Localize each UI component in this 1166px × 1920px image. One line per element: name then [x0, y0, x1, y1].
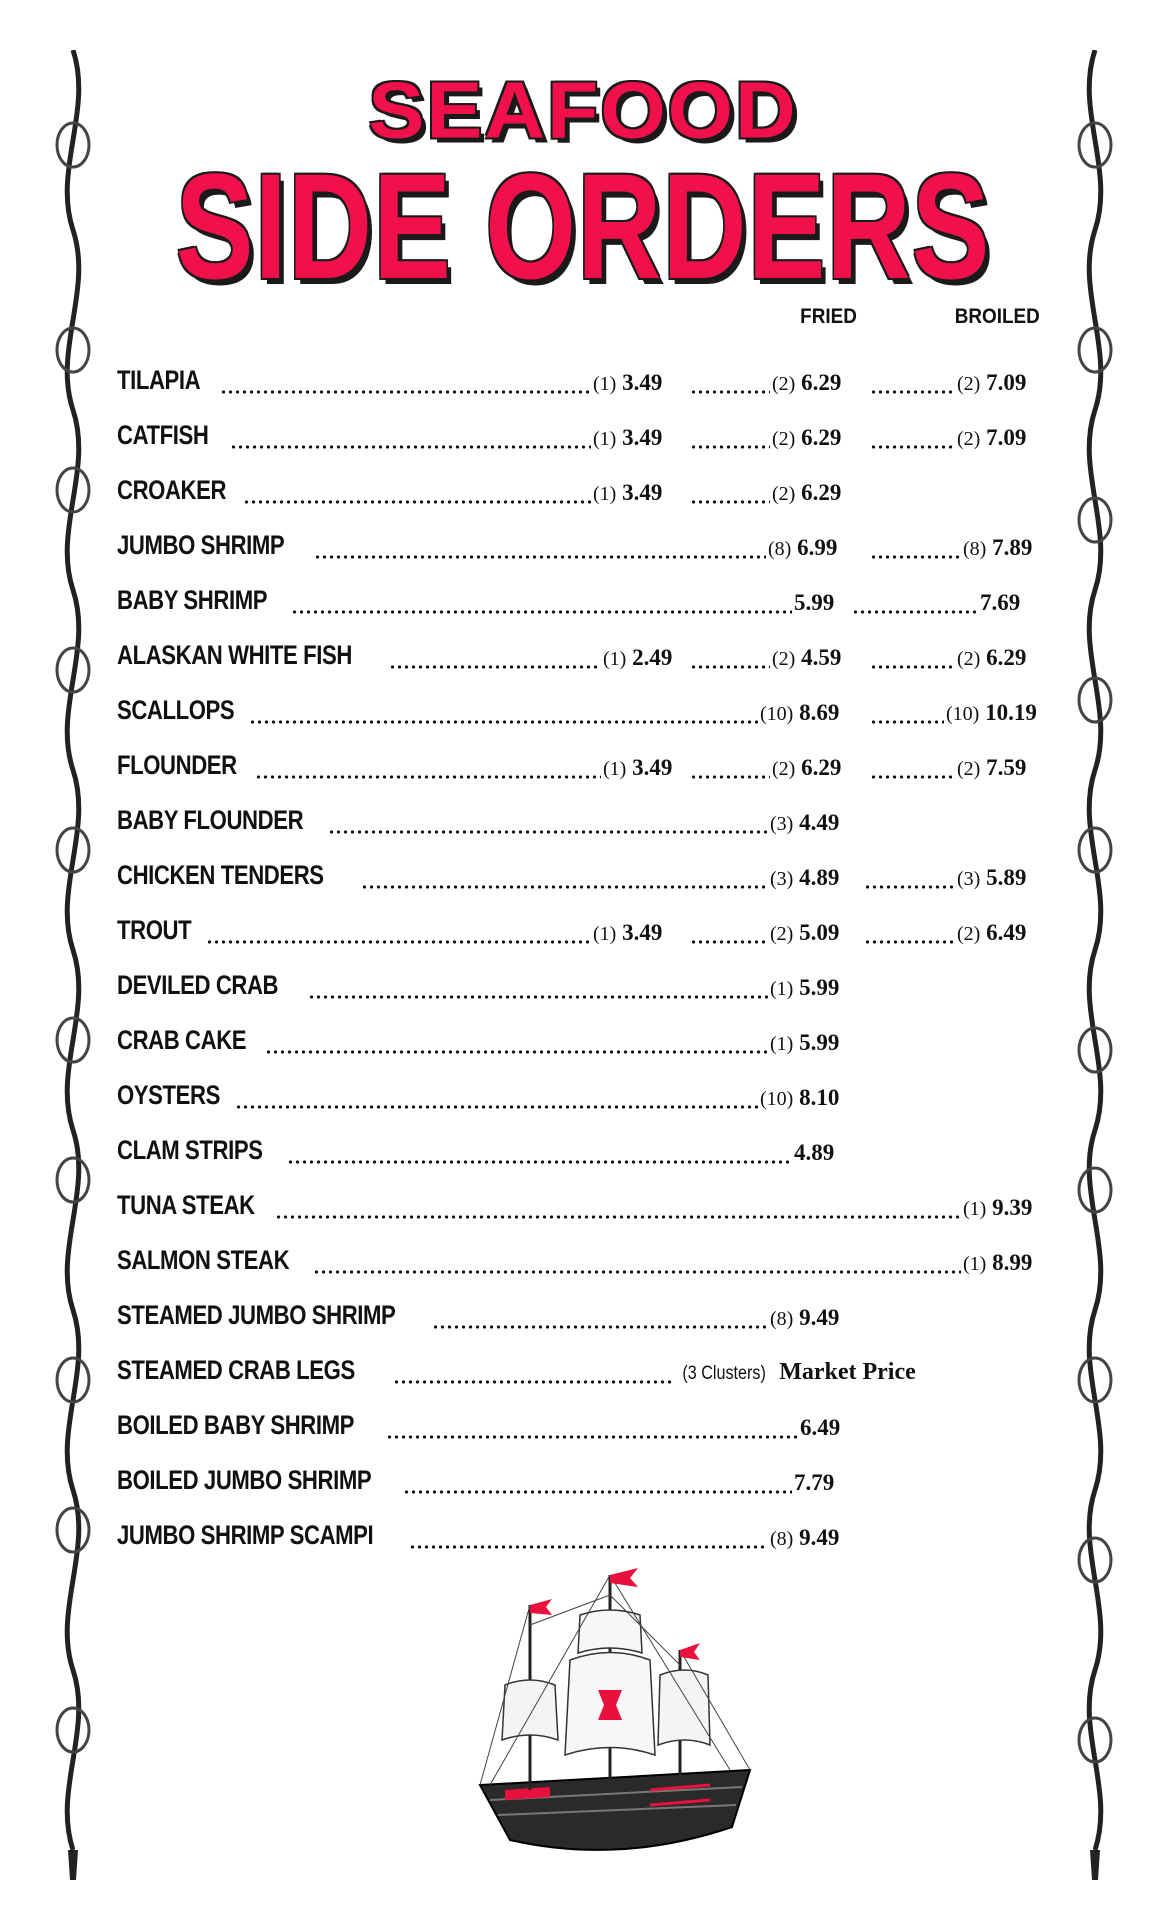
- menu-item-name: STEAMED JUMBO SHRIMP: [117, 1300, 396, 1330]
- dot-leader: [328, 830, 768, 834]
- dot-leader: [870, 665, 955, 669]
- menu-item-name: BOILED JUMBO SHRIMP: [117, 1465, 372, 1495]
- price-value: 6.99: [797, 535, 838, 560]
- price-value: 6.49: [986, 920, 1027, 945]
- menu-item-price: [957, 645, 1026, 671]
- title-seafood: SEAFOOD: [368, 65, 798, 155]
- dot-leader: [690, 500, 770, 504]
- menu-item-price: [760, 700, 839, 726]
- dot-leader: [313, 1270, 961, 1274]
- menu-item-price: [980, 590, 1020, 616]
- piece-count: (2): [772, 648, 796, 670]
- menu-item-price: [963, 1250, 1032, 1276]
- dot-leader: [291, 610, 792, 614]
- piece-count: (3 Clusters): [682, 1363, 766, 1384]
- menu-item-row: [0, 1346, 1166, 1386]
- piece-count: (3): [957, 868, 981, 890]
- menu-item-price: [794, 1470, 834, 1496]
- piece-count: (1): [770, 1033, 794, 1055]
- dot-leader: [690, 940, 768, 944]
- piece-count: (1): [593, 428, 617, 450]
- dot-leader: [393, 1380, 673, 1384]
- piece-count: (2): [772, 373, 796, 395]
- dot-leader: [870, 720, 944, 724]
- price-value: 4.49: [799, 810, 840, 835]
- menu-item-name: BABY FLOUNDER: [117, 805, 304, 835]
- title-side-orders: SIDE ORDERS: [175, 142, 991, 310]
- price-value: 3.49: [622, 425, 663, 450]
- price-value: Market Price: [779, 1359, 916, 1385]
- dot-leader: [864, 940, 955, 944]
- price-value: 3.49: [622, 920, 663, 945]
- menu-item-price: [957, 425, 1026, 451]
- menu-item-name: BOILED BABY SHRIMP: [117, 1410, 355, 1440]
- price-value: 9.49: [799, 1525, 840, 1550]
- menu-item-name: DEVILED CRAB: [117, 970, 279, 1000]
- piece-count: (1): [770, 978, 794, 1000]
- menu-item-price: [957, 755, 1026, 781]
- menu-item-price: [593, 425, 662, 451]
- menu-item-price: [963, 535, 1032, 561]
- menu-item-price: [770, 865, 839, 891]
- menu-item-row: [0, 466, 1166, 506]
- piece-count: (2): [772, 428, 796, 450]
- dot-leader: [403, 1490, 792, 1494]
- price-value: 5.09: [799, 920, 840, 945]
- dot-leader: [870, 445, 955, 449]
- piece-count: (1): [593, 923, 617, 945]
- price-value: 7.89: [992, 535, 1033, 560]
- price-value: 5.89: [986, 865, 1027, 890]
- piece-count: (8): [770, 1528, 794, 1550]
- dot-leader: [287, 1160, 792, 1164]
- menu-item-price: [675, 1359, 916, 1386]
- dot-leader: [432, 1325, 768, 1329]
- menu-item-name: CHICKEN TENDERS: [117, 860, 324, 890]
- menu-item-row: [0, 686, 1166, 726]
- menu-item-price: [768, 535, 837, 561]
- menu-item-price: [772, 645, 841, 671]
- menu-item-row: [0, 631, 1166, 671]
- dot-leader: [230, 445, 591, 449]
- price-value: 4.89: [799, 865, 840, 890]
- piece-count: (1): [603, 758, 627, 780]
- menu-item-row: [0, 1291, 1166, 1331]
- menu-item-row: [0, 1511, 1166, 1551]
- menu-item-price: [957, 865, 1026, 891]
- menu-item-row: [0, 1456, 1166, 1496]
- dot-leader: [690, 445, 770, 449]
- menu-item-name: CRAB CAKE: [117, 1025, 247, 1055]
- menu-item-price: [770, 810, 839, 836]
- menu-item-row: [0, 796, 1166, 836]
- menu-item-price: [770, 975, 839, 1001]
- menu-item-price: [800, 1415, 840, 1441]
- piece-count: (8): [963, 538, 987, 560]
- price-value: 5.99: [799, 1030, 840, 1055]
- menu-item-price: [593, 370, 662, 396]
- dot-leader: [255, 775, 601, 779]
- menu-item-row: [0, 521, 1166, 561]
- menu-item-row: [0, 1401, 1166, 1441]
- menu-item-row: [0, 1016, 1166, 1056]
- price-value: 5.99: [799, 975, 840, 1000]
- price-value: 7.69: [980, 590, 1021, 615]
- menu-item-price: [593, 920, 662, 946]
- price-value: 10.19: [985, 700, 1037, 725]
- sailing-ship-illustration: [470, 1565, 760, 1875]
- menu-item-price: [770, 1030, 839, 1056]
- price-value: 7.59: [986, 755, 1027, 780]
- dot-leader: [386, 1435, 798, 1439]
- price-value: 5.99: [794, 590, 835, 615]
- dot-leader: [249, 720, 758, 724]
- piece-count: (1): [603, 648, 627, 670]
- menu-item-price: [794, 1140, 834, 1166]
- menu-item-row: [0, 961, 1166, 1001]
- piece-count: (10): [946, 703, 980, 725]
- menu-item-price: [957, 920, 1026, 946]
- menu-item-name: STEAMED CRAB LEGS: [117, 1355, 355, 1385]
- dot-leader: [852, 610, 978, 614]
- price-value: 7.09: [986, 370, 1027, 395]
- menu-item-name: TROUT: [117, 915, 192, 945]
- piece-count: (2): [957, 758, 981, 780]
- dot-leader: [870, 555, 961, 559]
- price-value: 4.59: [801, 645, 842, 670]
- piece-count: (2): [957, 373, 981, 395]
- piece-count: (2): [772, 483, 796, 505]
- menu-item-price: [963, 1195, 1032, 1221]
- menu-item-row: [0, 1236, 1166, 1276]
- menu-item-name: SALMON STEAK: [117, 1245, 290, 1275]
- dot-leader: [870, 775, 955, 779]
- menu-item-price: [760, 1085, 839, 1111]
- dot-leader: [690, 665, 770, 669]
- price-value: 6.29: [801, 480, 842, 505]
- dot-leader: [220, 390, 591, 394]
- menu-item-name: CATFISH: [117, 420, 209, 450]
- menu-item-row: [0, 851, 1166, 891]
- menu-item-name: JUMBO SHRIMP: [117, 530, 285, 560]
- dot-leader: [389, 665, 601, 669]
- menu-item-row: [0, 906, 1166, 946]
- price-value: 4.89: [794, 1140, 835, 1165]
- price-value: 9.49: [799, 1305, 840, 1330]
- piece-count: (1): [593, 483, 617, 505]
- price-value: 3.49: [632, 755, 673, 780]
- menu-item-name: TUNA STEAK: [117, 1190, 255, 1220]
- piece-count: (2): [772, 758, 796, 780]
- menu-item-row: [0, 1071, 1166, 1111]
- piece-count: (1): [593, 373, 617, 395]
- menu-item-row: [0, 411, 1166, 451]
- menu-item-price: [770, 920, 839, 946]
- menu-item-price: [770, 1305, 839, 1331]
- menu-item-name: SCALLOPS: [117, 695, 235, 725]
- piece-count: (10): [760, 703, 794, 725]
- piece-count: (2): [957, 428, 981, 450]
- price-value: 2.49: [632, 645, 673, 670]
- menu-item-row: [0, 576, 1166, 616]
- price-value: 6.29: [986, 645, 1027, 670]
- dot-leader: [275, 1215, 961, 1219]
- piece-count: (1): [963, 1198, 987, 1220]
- menu-item-price: [770, 1525, 839, 1551]
- price-value: 6.29: [801, 425, 842, 450]
- menu-item-name: ALASKAN WHITE FISH: [117, 640, 352, 670]
- menu-item-price: [957, 370, 1026, 396]
- dot-leader: [864, 885, 955, 889]
- column-header-broiled: BROILED: [954, 305, 1040, 328]
- menu-item-name: CROAKER: [117, 475, 227, 505]
- dot-leader: [690, 390, 770, 394]
- piece-count: (8): [768, 538, 792, 560]
- menu-item-price: [946, 700, 1037, 726]
- menu-item-name: JUMBO SHRIMP SCAMPI: [117, 1520, 374, 1550]
- dot-leader: [235, 1105, 758, 1109]
- price-value: 3.49: [622, 480, 663, 505]
- piece-count: (3): [770, 813, 794, 835]
- menu-item-row: [0, 356, 1166, 396]
- price-value: 7.79: [794, 1470, 835, 1495]
- menu-item-row: [0, 1181, 1166, 1221]
- piece-count: (10): [760, 1088, 794, 1110]
- menu-item-price: [772, 425, 841, 451]
- menu-item-name: OYSTERS: [117, 1080, 220, 1110]
- price-value: 6.29: [801, 370, 842, 395]
- piece-count: (2): [770, 923, 794, 945]
- menu-item-name: FLOUNDER: [117, 750, 237, 780]
- piece-count: (3): [770, 868, 794, 890]
- price-value: 6.29: [801, 755, 842, 780]
- dot-leader: [870, 390, 955, 394]
- menu-item-price: [794, 590, 834, 616]
- price-value: 6.49: [800, 1415, 841, 1440]
- menu-item-price: [603, 755, 672, 781]
- piece-count: (1): [963, 1253, 987, 1275]
- menu-item-name: CLAM STRIPS: [117, 1135, 263, 1165]
- menu-item-price: [772, 755, 841, 781]
- dot-leader: [409, 1545, 768, 1549]
- menu-item-price: [603, 645, 672, 671]
- dot-leader: [243, 500, 591, 504]
- menu-item-price: [593, 480, 662, 506]
- dot-leader: [206, 940, 591, 944]
- price-value: 8.99: [992, 1250, 1033, 1275]
- menu-item-price: [772, 370, 841, 396]
- menu-item-row: [0, 741, 1166, 781]
- dot-leader: [314, 555, 766, 559]
- price-value: 7.09: [986, 425, 1027, 450]
- menu-item-price: [772, 480, 841, 506]
- price-value: 3.49: [622, 370, 663, 395]
- dot-leader: [690, 775, 770, 779]
- piece-count: (2): [957, 648, 981, 670]
- dot-leader: [265, 1050, 768, 1054]
- piece-count: (8): [770, 1308, 794, 1330]
- menu-item-name: BABY SHRIMP: [117, 585, 268, 615]
- column-header-fried: FRIED: [800, 305, 857, 328]
- price-value: 9.39: [992, 1195, 1033, 1220]
- dot-leader: [361, 885, 768, 889]
- price-value: 8.10: [799, 1085, 840, 1110]
- dot-leader: [308, 995, 768, 999]
- menu-item-row: [0, 1126, 1166, 1166]
- price-value: 8.69: [799, 700, 840, 725]
- piece-count: (2): [957, 923, 981, 945]
- menu-item-name: TILAPIA: [117, 365, 201, 395]
